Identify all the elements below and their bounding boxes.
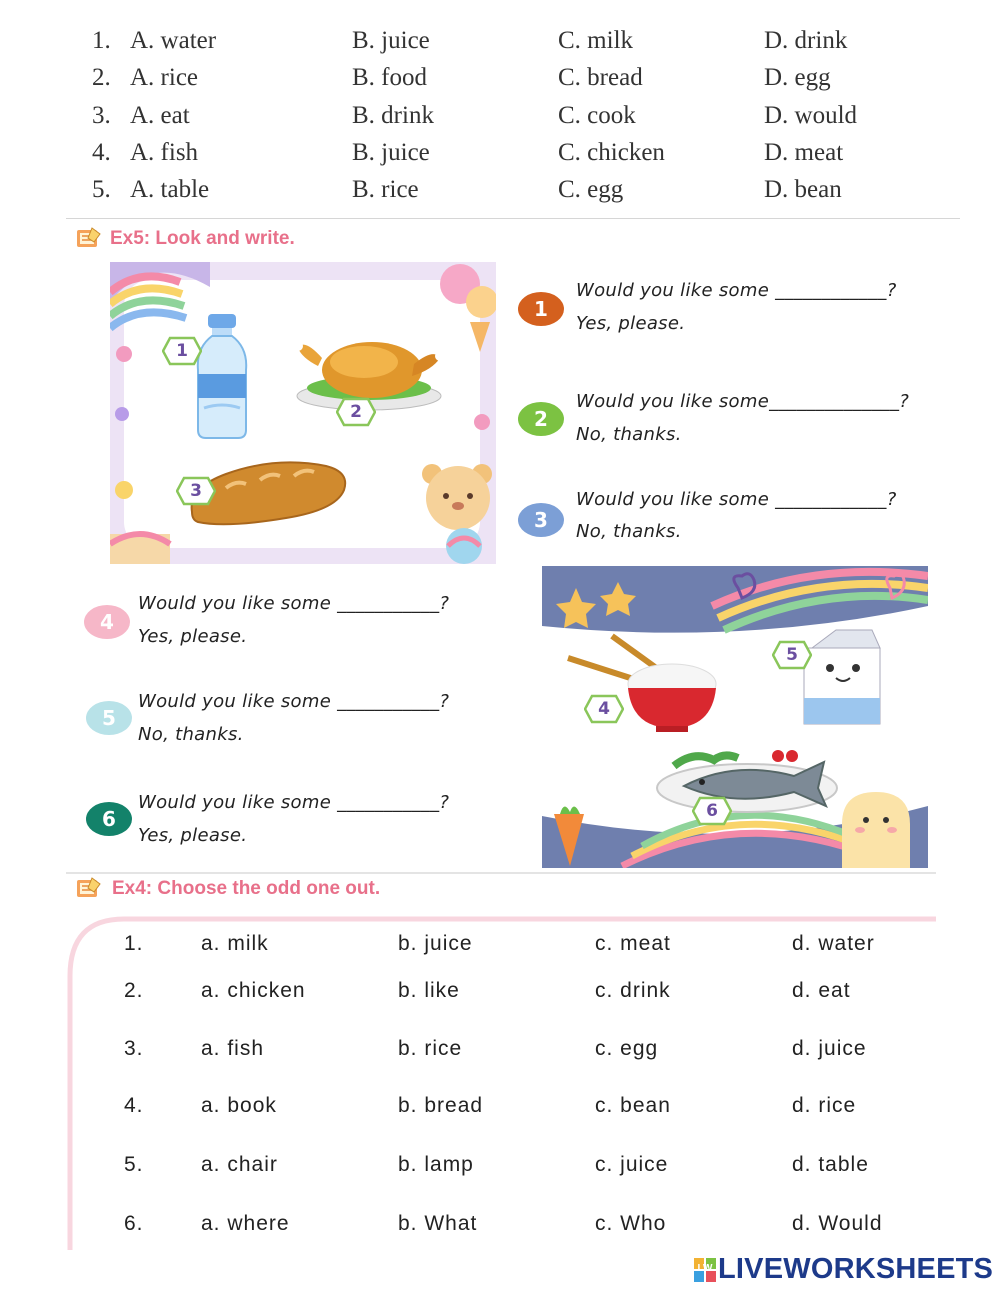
option-a: a. chair bbox=[201, 1153, 278, 1176]
option-a: a. where bbox=[201, 1212, 290, 1235]
option-a: a. fish bbox=[201, 1037, 265, 1060]
ex4-title: Ex4: Choose the odd one out. bbox=[112, 878, 381, 899]
row-number: 2. bbox=[92, 64, 111, 91]
picture-label-3: 3 bbox=[176, 476, 216, 506]
question-number-badge: 4 bbox=[84, 605, 130, 639]
option-a: a. milk bbox=[201, 932, 269, 955]
liveworksheets-brand[interactable]: LIVEWORKSHEETS bbox=[718, 1253, 994, 1285]
answer-text: No, thanks. bbox=[576, 424, 682, 445]
option-c: c. drink bbox=[595, 979, 671, 1002]
fish-plate-icon bbox=[654, 746, 840, 816]
question-number-badge: 6 bbox=[86, 802, 132, 836]
question-text: Would you like some ___________? bbox=[138, 691, 450, 712]
food-picture-1 bbox=[110, 262, 496, 564]
ex4-row bbox=[0, 1212, 1000, 1244]
option-b: B. drink bbox=[352, 102, 434, 129]
divider bbox=[66, 872, 936, 874]
row-number: 1. bbox=[92, 27, 111, 54]
option-b: B. food bbox=[352, 64, 427, 91]
row-number: 5. bbox=[92, 176, 111, 203]
milk-carton-icon bbox=[800, 628, 884, 728]
row-number: 2. bbox=[124, 979, 144, 1002]
question-text: Would you like some ___________? bbox=[138, 593, 450, 614]
row-number: 1. bbox=[124, 932, 144, 955]
option-d: d. eat bbox=[792, 979, 851, 1002]
ex4-row bbox=[0, 1094, 1000, 1126]
option-a: a. book bbox=[201, 1094, 277, 1117]
option-d: d. Would bbox=[792, 1212, 883, 1235]
ex4-row bbox=[0, 1037, 1000, 1069]
water-bottle-icon bbox=[190, 312, 254, 440]
option-c: c. egg bbox=[595, 1037, 659, 1060]
question-number-badge: 5 bbox=[86, 701, 132, 735]
option-c: C. bread bbox=[558, 64, 643, 91]
picture-label-4: 4 bbox=[584, 694, 624, 724]
food-picture-2 bbox=[542, 566, 928, 868]
divider bbox=[66, 218, 960, 219]
top-list-row bbox=[0, 102, 1000, 138]
question-number-badge: 2 bbox=[518, 402, 564, 436]
option-a: a. chicken bbox=[201, 979, 306, 1002]
row-number: 3. bbox=[92, 102, 111, 129]
picture-label-6: 6 bbox=[692, 796, 732, 826]
ex4-row bbox=[0, 1153, 1000, 1185]
option-c: C. chicken bbox=[558, 139, 665, 166]
row-number: 5. bbox=[124, 1153, 144, 1176]
ghost-decoration-icon bbox=[836, 788, 916, 868]
top-list-row bbox=[0, 27, 1000, 63]
option-a: A. eat bbox=[130, 102, 190, 129]
option-d: d. water bbox=[792, 932, 875, 955]
option-c: C. milk bbox=[558, 27, 634, 54]
option-b: B. juice bbox=[352, 139, 430, 166]
question-text: Would you like some______________? bbox=[576, 391, 910, 412]
option-b: b. like bbox=[398, 979, 460, 1002]
ex5-title: Ex5: Look and write. bbox=[110, 228, 295, 249]
option-d: D. bean bbox=[764, 176, 842, 203]
answer-text: Yes, please. bbox=[138, 626, 248, 647]
option-c: c. meat bbox=[595, 932, 671, 955]
notepad-icon bbox=[74, 226, 102, 250]
option-a: A. table bbox=[130, 176, 210, 203]
option-a: A. fish bbox=[130, 139, 199, 166]
row-number: 4. bbox=[92, 139, 111, 166]
row-number: 3. bbox=[124, 1037, 144, 1060]
option-b: B. juice bbox=[352, 27, 430, 54]
option-b: b. What bbox=[398, 1212, 478, 1235]
question-text: Would you like some ____________? bbox=[576, 489, 897, 510]
option-c: c. bean bbox=[595, 1094, 671, 1117]
option-b: b. bread bbox=[398, 1094, 484, 1117]
option-b: b. lamp bbox=[398, 1153, 474, 1176]
row-number: 6. bbox=[124, 1212, 144, 1235]
liveworksheets-logo-icon: LW bbox=[694, 1258, 716, 1282]
answer-text: No, thanks. bbox=[576, 521, 682, 542]
ex4-frame bbox=[64, 916, 938, 1250]
picture-label-2: 2 bbox=[336, 397, 376, 427]
row-number: 4. bbox=[124, 1094, 144, 1117]
top-list-row bbox=[0, 139, 1000, 175]
answer-text: Yes, please. bbox=[576, 313, 686, 334]
question-number-badge: 3 bbox=[518, 503, 564, 537]
question-text: Would you like some ____________? bbox=[576, 280, 897, 301]
question-number-badge: 1 bbox=[518, 292, 564, 326]
option-a: A. water bbox=[130, 27, 217, 54]
notepad-icon bbox=[74, 876, 102, 900]
option-c: c. juice bbox=[595, 1153, 669, 1176]
ex4-row bbox=[0, 979, 1000, 1011]
option-d: d. table bbox=[792, 1153, 869, 1176]
option-b: b. juice bbox=[398, 932, 473, 955]
option-c: c. Who bbox=[595, 1212, 667, 1235]
option-d: d. juice bbox=[792, 1037, 867, 1060]
option-b: b. rice bbox=[398, 1037, 463, 1060]
carrot-decoration-icon bbox=[544, 798, 594, 868]
option-a: A. rice bbox=[130, 64, 199, 91]
option-d: d. rice bbox=[792, 1094, 857, 1117]
answer-text: No, thanks. bbox=[138, 724, 244, 745]
bear-decoration-icon bbox=[418, 460, 496, 564]
top-list-row bbox=[0, 64, 1000, 100]
option-d: D. egg bbox=[764, 64, 831, 91]
option-d: D. drink bbox=[764, 27, 848, 54]
option-d: D. meat bbox=[764, 139, 844, 166]
answer-text: Yes, please. bbox=[138, 825, 248, 846]
option-d: D. would bbox=[764, 102, 858, 129]
ex4-row bbox=[0, 932, 1000, 964]
picture-label-5: 5 bbox=[772, 640, 812, 670]
option-c: C. cook bbox=[558, 102, 636, 129]
option-b: B. rice bbox=[352, 176, 419, 203]
top-list-row bbox=[0, 176, 1000, 212]
picture-label-1: 1 bbox=[162, 336, 202, 366]
question-text: Would you like some ___________? bbox=[138, 792, 450, 813]
option-c: C. egg bbox=[558, 176, 624, 203]
